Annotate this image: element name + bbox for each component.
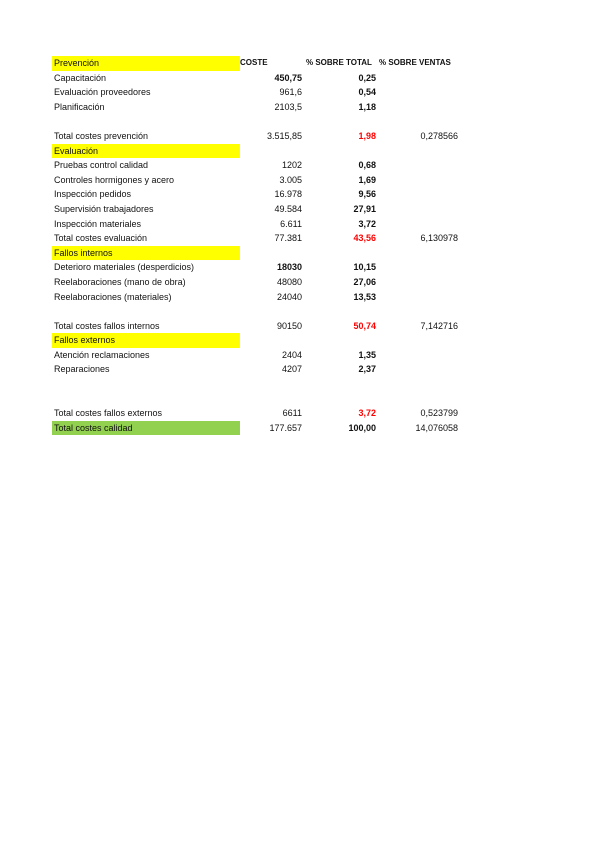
row-pct: 100,00 xyxy=(348,422,376,433)
row-coste: 6611 xyxy=(282,408,302,419)
row-coste: 3.515,85 xyxy=(266,130,302,141)
row-label: Total costes calidad xyxy=(52,421,240,436)
table-row xyxy=(52,260,472,275)
row-coste: 24040 xyxy=(276,291,302,302)
col-header-pct-total: % SOBRE TOTAL xyxy=(306,58,372,67)
row-pct: 1,98 xyxy=(358,130,376,141)
row-label: Total costes fallos externos xyxy=(54,408,163,419)
row-label: Evaluación proveedores xyxy=(54,87,151,98)
row-pct: 0,25 xyxy=(358,72,376,83)
row-coste: 77.381 xyxy=(274,233,302,244)
section-title-fallos-internos: Fallos internos xyxy=(52,246,240,261)
header-row xyxy=(52,56,472,71)
row-label: Total costes fallos internos xyxy=(54,320,160,331)
table-row xyxy=(52,362,472,377)
row-pct: 9,56 xyxy=(358,189,376,200)
row-coste: 2404 xyxy=(281,349,302,360)
row-coste: 2103,5 xyxy=(274,101,302,112)
row-pct: 3,72 xyxy=(358,408,376,419)
table-row xyxy=(52,158,472,173)
row-label: Total costes evaluación xyxy=(54,233,148,244)
row-coste: 6.611 xyxy=(280,218,302,229)
row-pct: 1,69 xyxy=(358,174,376,185)
section-header-fallos-externos xyxy=(52,333,472,348)
table-row xyxy=(52,202,472,217)
total-row-fallos-externos xyxy=(52,406,472,421)
row-coste: 1202 xyxy=(281,160,302,171)
table-row xyxy=(52,85,472,100)
total-row-evaluacion xyxy=(52,231,472,246)
section-header-evaluacion xyxy=(52,144,472,159)
row-pct-ventas: 0,523799 xyxy=(420,408,458,419)
row-pct: 2,37 xyxy=(358,364,376,375)
row-pct: 10,15 xyxy=(353,262,376,273)
row-coste: 18030 xyxy=(276,262,302,273)
row-coste: 3.005 xyxy=(279,174,302,185)
row-label: Controles hormigones y acero xyxy=(54,174,175,185)
row-label: Total costes prevención xyxy=(54,130,149,141)
row-coste: 177.657 xyxy=(269,422,302,433)
section-title-prevencion: Prevención xyxy=(52,56,240,71)
row-label: Reelaboraciones (materiales) xyxy=(54,291,172,302)
row-coste: 450,75 xyxy=(274,72,302,83)
row-pct: 1,18 xyxy=(358,101,376,112)
section-title-fallos-externos: Fallos externos xyxy=(52,333,240,348)
row-pct: 3,72 xyxy=(358,218,376,229)
row-pct-ventas: 7,142716 xyxy=(420,320,458,331)
row-pct: 27,06 xyxy=(353,276,376,287)
row-coste: 90150 xyxy=(276,320,302,331)
row-coste: 16.978 xyxy=(274,189,302,200)
table-row xyxy=(52,217,472,232)
col-header-coste: COSTE xyxy=(240,58,268,67)
row-label: Reelaboraciones (mano de obra) xyxy=(54,276,186,287)
row-label: Deterioro materiales (desperdicios) xyxy=(54,262,195,273)
total-row-prevencion xyxy=(52,129,472,144)
row-pct-ventas: 0,278566 xyxy=(420,130,458,141)
grand-total-row xyxy=(52,421,472,436)
section-header-fallos-internos xyxy=(52,246,472,261)
table-row xyxy=(52,290,472,305)
table-row xyxy=(52,187,472,202)
row-coste: 48080 xyxy=(276,276,302,287)
row-pct: 50,74 xyxy=(353,320,376,331)
row-coste: 4207 xyxy=(281,364,302,375)
row-label: Pruebas control calidad xyxy=(54,160,149,171)
row-pct-ventas: 14,076058 xyxy=(415,422,458,433)
table-row xyxy=(52,275,472,290)
row-label: Inspección pedidos xyxy=(54,189,132,200)
table-row xyxy=(52,173,472,188)
row-label: Inspección materiales xyxy=(54,218,142,229)
table-row xyxy=(52,348,472,363)
total-row-fallos-internos xyxy=(52,319,472,334)
col-header-pct-ventas: % SOBRE VENTAS xyxy=(379,58,451,67)
table-row xyxy=(52,100,472,115)
row-pct: 0,54 xyxy=(358,87,376,98)
row-label: Capacitación xyxy=(54,72,107,83)
row-pct-ventas: 6,130978 xyxy=(420,233,458,244)
table-row xyxy=(52,71,472,86)
section-title-evaluacion: Evaluación xyxy=(52,144,240,159)
cost-table xyxy=(52,56,472,435)
row-pct: 1,35 xyxy=(358,349,376,360)
row-coste: 961,6 xyxy=(279,87,302,98)
row-label: Supervisión trabajadores xyxy=(54,203,154,214)
row-coste: 49.584 xyxy=(274,203,302,214)
row-label: Planificación xyxy=(54,101,105,112)
row-pct: 27,91 xyxy=(353,203,376,214)
row-pct: 13,53 xyxy=(353,291,376,302)
row-pct: 43,56 xyxy=(353,233,376,244)
row-pct: 0,68 xyxy=(358,160,376,171)
row-label: Atención reclamaciones xyxy=(54,349,150,360)
row-label: Reparaciones xyxy=(54,364,110,375)
